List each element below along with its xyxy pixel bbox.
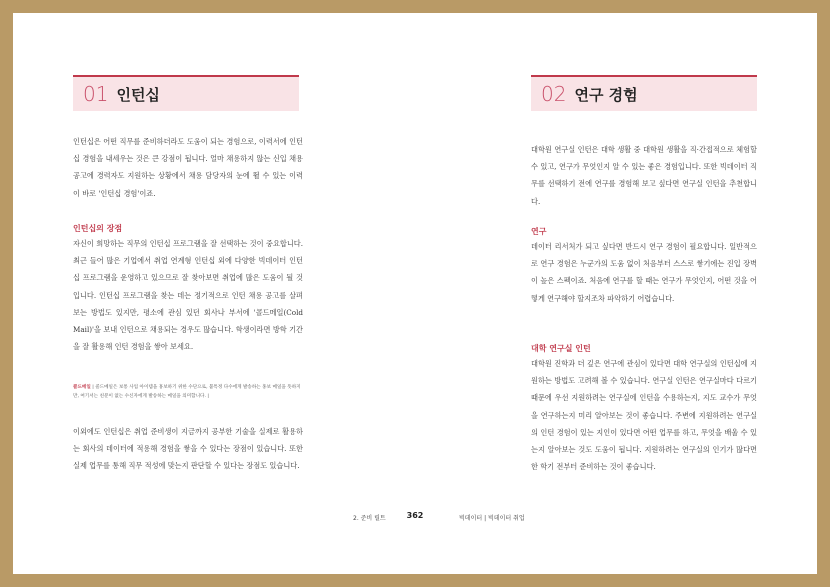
note-tag: 콜드메일 xyxy=(73,385,91,390)
chapter-number: 01 xyxy=(83,82,109,106)
left-page xyxy=(13,13,415,574)
page-number: 362 xyxy=(406,511,424,520)
book-spread xyxy=(13,13,817,574)
intro-paragraph: 대학원 연구실 인턴은 대학 생활 중 대학원 생활을 직·간접적으로 체험할 수 있고, 연구가 무엇인지 알 수 있는 좋은 경험입니다. 또한 빅데이터 직무를 선택하기 전에 연구를 경험해 보고 싶다면 연구실 인턴을 추천합니다. xyxy=(531,145,757,206)
body-paragraph: 데이터 리서처가 되고 싶다면 반드시 연구 경험이 필요합니다. 일반적으로 연구 경험은 누군가의 도움 없이 처음부터 스스로 쌓기에는 진입 장벽이 높은 스펙이죠. 처음에 연구를 할 때는 연구가 무엇인지, 어떤 것을 어떻게 연구해야 할지조차 파악하기 어렵습니다. xyxy=(531,242,757,303)
chapter-header-internship xyxy=(73,75,299,111)
right-page xyxy=(415,13,817,574)
section-heading: 대학 연구실 인턴 xyxy=(531,344,591,353)
chapter-header-research xyxy=(531,75,757,111)
chapter-number: 02 xyxy=(541,82,567,106)
chapter-title: 인턴십 xyxy=(116,85,160,104)
section-heading: 연구 xyxy=(531,227,547,236)
section-heading: 인턴십의 장점 xyxy=(73,224,123,233)
closing-paragraph: 이외에도 인턴십은 취업 준비생이 지금까지 공부한 기술을 실제로 활용하는 회사의 데이터에 적용해 경험을 쌓을 수 있다는 장점이 있습니다. 또한 실제 업무를 통해 직무 적성에 맞는지 판단할 수 있다는 장점도 있습니다. xyxy=(73,427,303,471)
body-paragraph: 대학원 진학과 더 깊은 연구에 관심이 있다면 대학 연구실의 인턴십에 지원하는 방법도 고려해 볼 수 있습니다. 연구실 인턴은 연구실마다 다르기 때문에 우선 지원하려는 연구실에 인턴을 수용하는지, 지도 교수가 무엇을 연구하는지 미리 알아보는 것이 좋습니다. 주변에 지원하려는 연구실의 인턴 경험이 있는 지인이 있다면 어떤 업무를 하고, 무엇을 배울 수 있는지 알아보는 것도 도움이 됩니다. 지원하려는 연구실의 인기가 많다면 한 학기 전부터 준비하는 것이 좋습니다. xyxy=(531,359,757,472)
lab-intern-block xyxy=(531,343,757,475)
intro-block xyxy=(531,141,757,210)
running-footer-right: 빅데이터 | 빅데이터 취업 xyxy=(459,515,525,522)
body-paragraph: 자신이 희망하는 직무의 인턴십 프로그램을 잘 선택하는 것이 중요합니다. 최근 들어 많은 기업에서 취업 연계형 인턴십 외에 다양한 빅데이터 인턴십 프로그램을 운영하고 있으므로 잘 찾아보면 취업에 많은 도움이 될 것입니다. 인턴십 프로그램을 찾는 데는 정기적으로 인턴 채용 공고를 살펴보는 방법도 있지만, 평소에 관심 있던 회사나 부서에 '콜드메일(Cold Mail)'을 보내 인턴으로 채용되는 경우도 많습니다. 학생이라면 방학 기간을 잘 활용해 인턴 경험을 쌓아 보세요. xyxy=(73,239,303,352)
chapter-title: 연구 경험 xyxy=(574,85,638,104)
note-text: | 콜드메일은 보통 사업 아이템을 홍보하기 위한 수단으로, 불특정 다수에게 발송하는 홍보 메일을 뜻하지만, 여기서는 친분이 없는 수신자에게 발송하는 메일을 의미합니다. | xyxy=(73,385,301,399)
research-block xyxy=(531,226,757,307)
footnote xyxy=(73,383,303,401)
intro-block xyxy=(73,133,303,202)
intro-paragraph: 인턴십은 어떤 직무를 준비하더라도 도움이 되는 경험으로, 이력서에 인턴십 경험을 내세우는 것은 큰 강점이 됩니다. 얼마 채용하지 않는 신입 채용 공고에 경력자도 지원하는 상황에서 채용 담당자의 눈에 뛸 수 있는 이력이 바로 '인턴십 경험'이죠. xyxy=(73,137,303,198)
running-footer-left: 2. 준비 릴트 xyxy=(353,515,386,522)
closing-block xyxy=(73,423,303,475)
benefits-block xyxy=(73,223,303,355)
